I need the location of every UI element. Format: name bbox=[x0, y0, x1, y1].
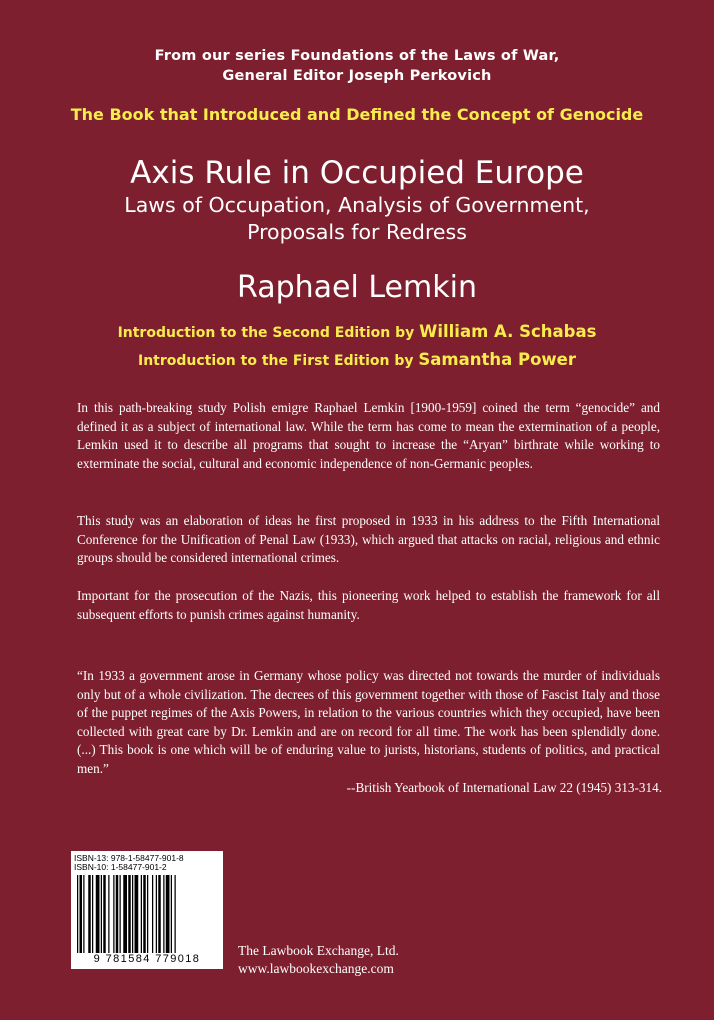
barcode-bar bbox=[171, 875, 172, 953]
description-paragraph-1: In this path-breaking study Polish emigre Raphael Lemkin [1900-1959] coined the term “genocide” and defined it as a subject of international law. While the term has come to mean the extermination of a people, Lemkin used it to describe all programs that sought to increase the “Aryan” birthrate while working to exterminate the social, cultural and economic independence of non-Germanic peoples. bbox=[77, 400, 660, 471]
series-line-2: General Editor Joseph Perkovich bbox=[222, 68, 492, 84]
tagline: The Book that Introduced and Defined the Concept of Genocide bbox=[70, 105, 644, 124]
first-intro-prefix: Introduction to the First Edition by bbox=[138, 353, 414, 369]
barcode-bar bbox=[158, 875, 161, 953]
isbn-10: ISBN-10: 1-58477-901-2 bbox=[74, 862, 167, 872]
barcode-bar bbox=[108, 875, 109, 953]
barcode-bar bbox=[152, 875, 153, 953]
publisher-url: www.lawbookexchange.com bbox=[238, 961, 394, 976]
barcode-bar bbox=[132, 875, 133, 953]
first-edition-intro bbox=[0, 350, 714, 369]
description-paragraph-2: This study was an elaboration of ideas he first proposed in 1933 in his address to the Fifth International Conference for the Unification of Penal Law (1933), which argued that attacks on racial, religious and ethnic groups should be considered international crimes. bbox=[77, 513, 660, 566]
barcode-bar bbox=[77, 875, 78, 953]
barcode-bar bbox=[120, 875, 121, 953]
barcode-bar bbox=[128, 875, 131, 953]
barcode-bar bbox=[103, 875, 106, 953]
subtitle-line-1: Laws of Occupation, Analysis of Government, bbox=[124, 193, 590, 217]
barcode-bar bbox=[141, 875, 142, 953]
barcode-bar bbox=[156, 875, 157, 953]
barcode bbox=[71, 851, 223, 969]
book-subtitle bbox=[0, 192, 714, 246]
barcode-bar bbox=[80, 875, 83, 953]
barcode-bar bbox=[116, 875, 119, 953]
second-intro-name: William A. Schabas bbox=[419, 322, 597, 341]
barcode-bar bbox=[101, 875, 102, 953]
barcode-bar bbox=[143, 875, 146, 953]
barcode-bar bbox=[166, 875, 170, 953]
barcode-bar bbox=[92, 875, 93, 953]
barcode-digits: 9 781584 779018 bbox=[93, 953, 201, 965]
second-edition-intro bbox=[0, 322, 714, 341]
barcode-bar bbox=[147, 875, 148, 953]
review-quote: “In 1933 a government arose in Germany whose policy was directed not towards the murder of individuals only but of a whole civilization. The decrees of this government together with those of Fascist Italy and those of the puppet regimes of the Axis Powers, in relation to the various countries which they occupied, have been collected with great care by Dr. Lemkin and are on record for all time. The work has been splendidly done. (...) This book is one which will be of enduring value to jurists, historians, students of politics, and practical men.” bbox=[77, 668, 660, 776]
barcode-bar bbox=[88, 875, 91, 953]
isbn-13: ISBN-13: 978-1-58477-901-8 bbox=[74, 853, 184, 863]
barcode-bar bbox=[123, 875, 127, 953]
barcode-bar bbox=[113, 875, 114, 953]
review-citation: --British Yearbook of International Law 22 (1945) 313-314. bbox=[346, 780, 662, 795]
book-title: Axis Rule in Occupied Europe bbox=[130, 155, 584, 191]
series-note bbox=[0, 46, 714, 86]
book-author: Raphael Lemkin bbox=[237, 270, 477, 305]
barcode-bar bbox=[163, 875, 164, 953]
publisher-name: The Lawbook Exchange, Ltd. bbox=[238, 943, 399, 958]
barcode-bar bbox=[96, 875, 100, 953]
second-intro-prefix: Introduction to the Second Edition by bbox=[117, 325, 415, 341]
barcode-bars bbox=[77, 875, 217, 955]
barcode-bar bbox=[83, 875, 84, 953]
series-line-1: From our series Foundations of the Laws of War, bbox=[154, 48, 560, 64]
barcode-bar bbox=[135, 875, 139, 953]
description-paragraph-3: Important for the prosecution of the Nazis, this pioneering work helped to establish the framework for all subsequent efforts to punish crimes against humanity. bbox=[77, 588, 660, 622]
barcode-bar bbox=[175, 875, 176, 953]
subtitle-line-2: Proposals for Redress bbox=[247, 220, 467, 244]
first-intro-name: Samantha Power bbox=[418, 350, 576, 369]
publisher-info bbox=[238, 942, 399, 978]
